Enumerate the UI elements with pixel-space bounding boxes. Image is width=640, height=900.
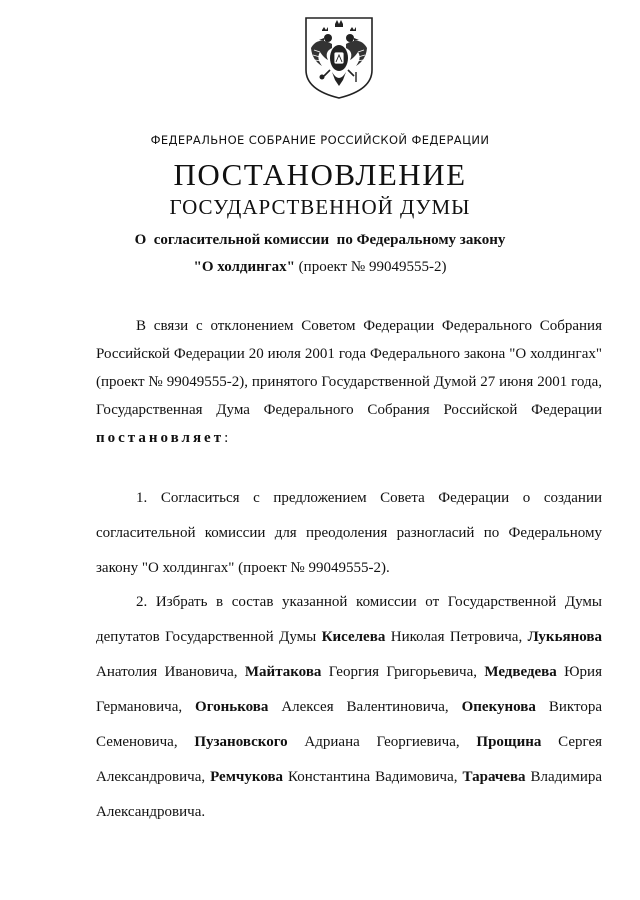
preamble-tail: : [224,430,229,446]
document-subtitle: ГОСУДАРСТВЕННОЙ ДУМЫ [169,195,471,219]
member-surname: Киселева [321,629,386,645]
item-2-intro-text: 2. Избрать в состав указанной комиссии от Государственной Думы депутатов Государственной Думы [96,594,602,645]
item-2-paragraph [96,585,602,830]
document-title: ПОСТАНОВЛЕНИЕ [173,157,467,192]
member-given-names: Адриана Георгиевича, [287,734,477,750]
member-surname: Прощина [476,734,542,750]
item-1-paragraph: 1. Согласиться с предложением Совета Федерации о создании согласительной комиссии для преодоления разногласий по Федеральному закону "О холдингах" (проект № 99049555-2). [96,490,602,576]
decree-word: постановляет [96,430,225,446]
state-emblem-icon [302,14,376,100]
member-given-names: Николая Петровича, [385,629,528,645]
organization-heading: ФЕДЕРАЛЬНОЕ СОБРАНИЕ РОССИЙСКОЙ ФЕДЕРАЦИИ [150,133,490,147]
member-given-names: Владимира Александровича. [96,769,603,820]
member-surname: Ремчукова [210,769,284,785]
member-given-names: Сергея Александровича, [96,734,603,785]
member-surname: Пузановского [194,734,288,750]
member-given-names: Виктора Семеновича, [96,699,602,750]
member-surname: Майтакова [244,664,322,680]
member-given-names: Юрия Германовича, [96,664,602,715]
member-list [96,629,602,820]
preamble-text: В связи с отклонением Советом Федерации Федерального Собрания Российской Федерации 20 июля 2001 года Федерального закона "О холдингах" (проект № 99049555-2), принятого Государственной Думой 27 июня 2001 года, Государственная Дума Федерального Собрания Российской Федерации [96,318,602,418]
member-surname: Лукьянова [527,629,602,645]
member-given-names: Константина Вадимовича, [283,769,463,785]
member-surname: Тарачева [462,769,526,785]
member-surname: Медведева [484,664,557,680]
member-given-names: Георгия Григорьевича, [321,664,485,680]
member-surname: Опекунова [461,699,536,715]
member-surname: Огонькова [195,699,269,715]
subject-line-1: О согласительной комиссии по Федеральному закону [134,232,506,248]
subject-line-2 [0,259,640,276]
bill-number: (проект № 99049555-2) [294,259,447,275]
member-given-names: Алексея Валентиновича, [268,699,462,715]
preamble-paragraph [96,312,602,452]
law-name: "О холдингах" [193,259,295,275]
member-given-names: Анатолия Ивановича, [96,664,245,680]
